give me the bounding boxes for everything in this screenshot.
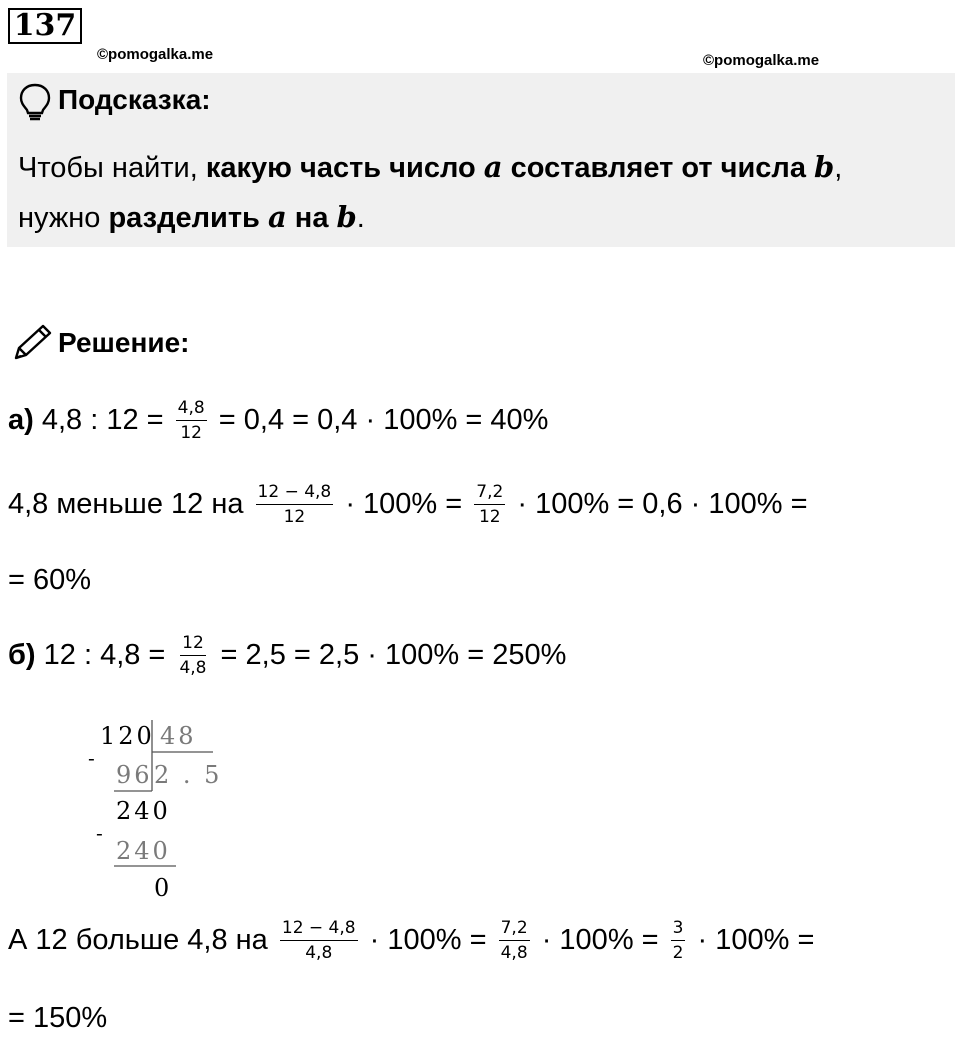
fraction: $\frac{4,8}{12}$ bbox=[177, 397, 205, 443]
solution-line-3: = 60% bbox=[8, 563, 92, 596]
hint-line-1: Чтобы найти, какую часть число a составляет от числа b, bbox=[18, 150, 843, 184]
dividend: 120 bbox=[100, 722, 155, 750]
pencil-icon bbox=[10, 322, 54, 367]
fraction: $\frac{12}{4,8}$ bbox=[179, 632, 207, 678]
hint-title: Подсказка: bbox=[58, 84, 211, 115]
divisor: 48 bbox=[160, 722, 197, 750]
minus-sign: - bbox=[88, 746, 98, 770]
fraction: $\frac{7,2}{4,8}$ bbox=[500, 917, 528, 963]
solution-line-6: = 150% bbox=[8, 1001, 108, 1034]
fraction: $\frac{3}{2}$ bbox=[672, 917, 684, 963]
remainder-2: 0 bbox=[154, 874, 173, 902]
solution-line-5: А 12 больше 4,8 на $\frac{12 - 4,8}{4,8}$ · 100% = $\frac{7,2}{4,8}$ · 100% = $\frac{3}{2}$ · 100% = bbox=[8, 917, 815, 963]
fraction: $\frac{12 - 4,8}{12}$ bbox=[257, 481, 332, 527]
fraction: $\frac{12 - 4,8}{4,8}$ bbox=[281, 917, 356, 963]
subtrahend-2: 240 bbox=[116, 837, 171, 865]
solution-line-b: б) 12 : 4,8 = $\frac{12}{4,8}$ = 2,5 = 2,5 · 100% = 250% bbox=[8, 632, 567, 678]
watermark-right: ©pomogalka.me bbox=[703, 52, 820, 69]
quotient: 2 . 5 bbox=[154, 761, 223, 789]
long-division bbox=[80, 715, 240, 900]
minus-sign: - bbox=[96, 821, 106, 845]
remainder-1: 240 bbox=[116, 797, 171, 825]
solution-line-2: 4,8 меньше 12 на $\frac{12 - 4,8}{12}$ · 100% = $\frac{7,2}{12}$ · 100% = 0,6 · 100% = bbox=[8, 481, 808, 527]
var-b: b bbox=[814, 150, 835, 184]
fraction: $\frac{7,2}{12}$ bbox=[476, 481, 504, 527]
lightbulb-icon bbox=[18, 82, 52, 127]
hint-line-2: нужно разделить a на b. bbox=[18, 200, 365, 234]
division-lines bbox=[80, 715, 240, 900]
solution-line-a: а) 4,8 : 12 = $\frac{4,8}{12}$ = 0,4 = 0,4 · 100% = 40% bbox=[8, 397, 549, 443]
solution-title: Решение: bbox=[58, 327, 190, 358]
var-a: a bbox=[483, 150, 503, 184]
task-number: 137 bbox=[8, 8, 82, 44]
watermark-left: ©pomogalka.me bbox=[97, 46, 214, 63]
subtrahend-1: 96 bbox=[116, 761, 153, 789]
